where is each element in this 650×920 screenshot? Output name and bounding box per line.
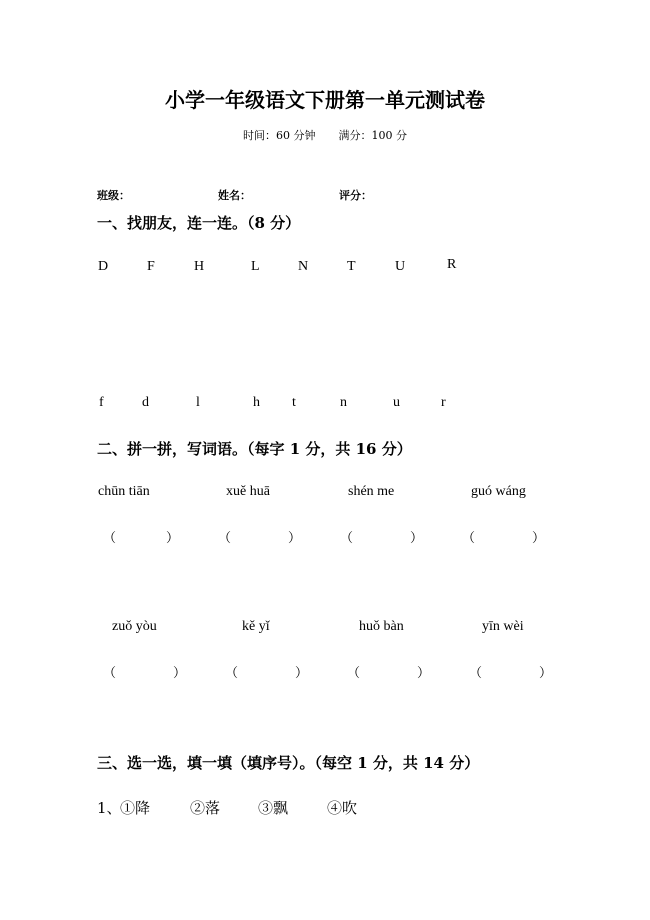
pinyin-word: xuě huā bbox=[226, 484, 270, 499]
answer-open-paren: （ bbox=[340, 531, 354, 546]
lowercase-letter: f bbox=[99, 395, 104, 410]
lowercase-letter: n bbox=[340, 395, 347, 410]
answer-open-paren: （ bbox=[347, 666, 361, 681]
answer-open-paren: （ bbox=[462, 531, 476, 546]
option-item: ④吹 bbox=[327, 799, 358, 817]
answer-open-paren: （ bbox=[103, 531, 117, 546]
answer-close-paren: ） bbox=[532, 531, 546, 546]
lowercase-letter: h bbox=[253, 395, 260, 410]
section2-heading: 二、拼一拼，写词语。（每字 1 分，共 16 分） bbox=[97, 440, 412, 458]
section3-heading: 三、选一选，填一填（填序号）。（每空 1 分，共 14 分） bbox=[97, 754, 480, 772]
option-item: ③飘 bbox=[258, 799, 289, 817]
answer-close-paren: ） bbox=[410, 531, 424, 546]
full-score: 满分：100 分 bbox=[338, 129, 407, 142]
option-item: ②落 bbox=[190, 799, 221, 817]
answer-close-paren: ） bbox=[173, 666, 187, 681]
uppercase-letter: H bbox=[194, 259, 205, 274]
answer-close-paren: ） bbox=[417, 666, 431, 681]
answer-open-paren: （ bbox=[103, 666, 117, 681]
pinyin-word: kě yǐ bbox=[242, 619, 270, 634]
answer-close-paren: ） bbox=[288, 531, 302, 546]
answer-open-paren: （ bbox=[225, 666, 239, 681]
answer-open-paren: （ bbox=[218, 531, 232, 546]
pinyin-word: shén me bbox=[348, 484, 395, 499]
uppercase-letter: F bbox=[147, 259, 155, 274]
uppercase-letter: R bbox=[447, 257, 457, 272]
question-number: 1、 bbox=[97, 799, 122, 817]
grade-label: 评分： bbox=[339, 189, 372, 202]
name-label: 姓名： bbox=[218, 189, 251, 202]
lowercase-letter: u bbox=[393, 395, 400, 410]
pinyin-word: zuǒ yòu bbox=[112, 619, 157, 634]
pinyin-word: yīn wèi bbox=[482, 619, 524, 634]
uppercase-letter: U bbox=[395, 259, 406, 274]
class-label: 班级： bbox=[97, 189, 130, 202]
option-item: ①降 bbox=[120, 799, 151, 817]
uppercase-letter: L bbox=[251, 259, 260, 274]
uppercase-letter: D bbox=[98, 259, 109, 274]
lowercase-letter: l bbox=[196, 395, 200, 410]
pinyin-word: huǒ bàn bbox=[359, 619, 404, 634]
answer-close-paren: ） bbox=[539, 666, 553, 681]
section1-heading: 一、找朋友，连一连。（8 分） bbox=[97, 214, 301, 232]
uppercase-letter: T bbox=[347, 259, 356, 274]
lowercase-letter: d bbox=[142, 395, 149, 410]
answer-close-paren: ） bbox=[295, 666, 309, 681]
time-limit: 时间：60 分钟 bbox=[243, 129, 316, 142]
exam-info bbox=[0, 127, 650, 143]
pinyin-word: guó wáng bbox=[471, 484, 526, 499]
answer-close-paren: ） bbox=[166, 531, 180, 546]
pinyin-word: chūn tiān bbox=[98, 484, 150, 499]
page-title: 小学一年级语文下册第一单元测试卷 bbox=[165, 88, 485, 112]
answer-open-paren: （ bbox=[469, 666, 483, 681]
uppercase-letter: N bbox=[298, 259, 309, 274]
lowercase-letter: r bbox=[441, 395, 446, 410]
lowercase-letter: t bbox=[292, 395, 296, 410]
